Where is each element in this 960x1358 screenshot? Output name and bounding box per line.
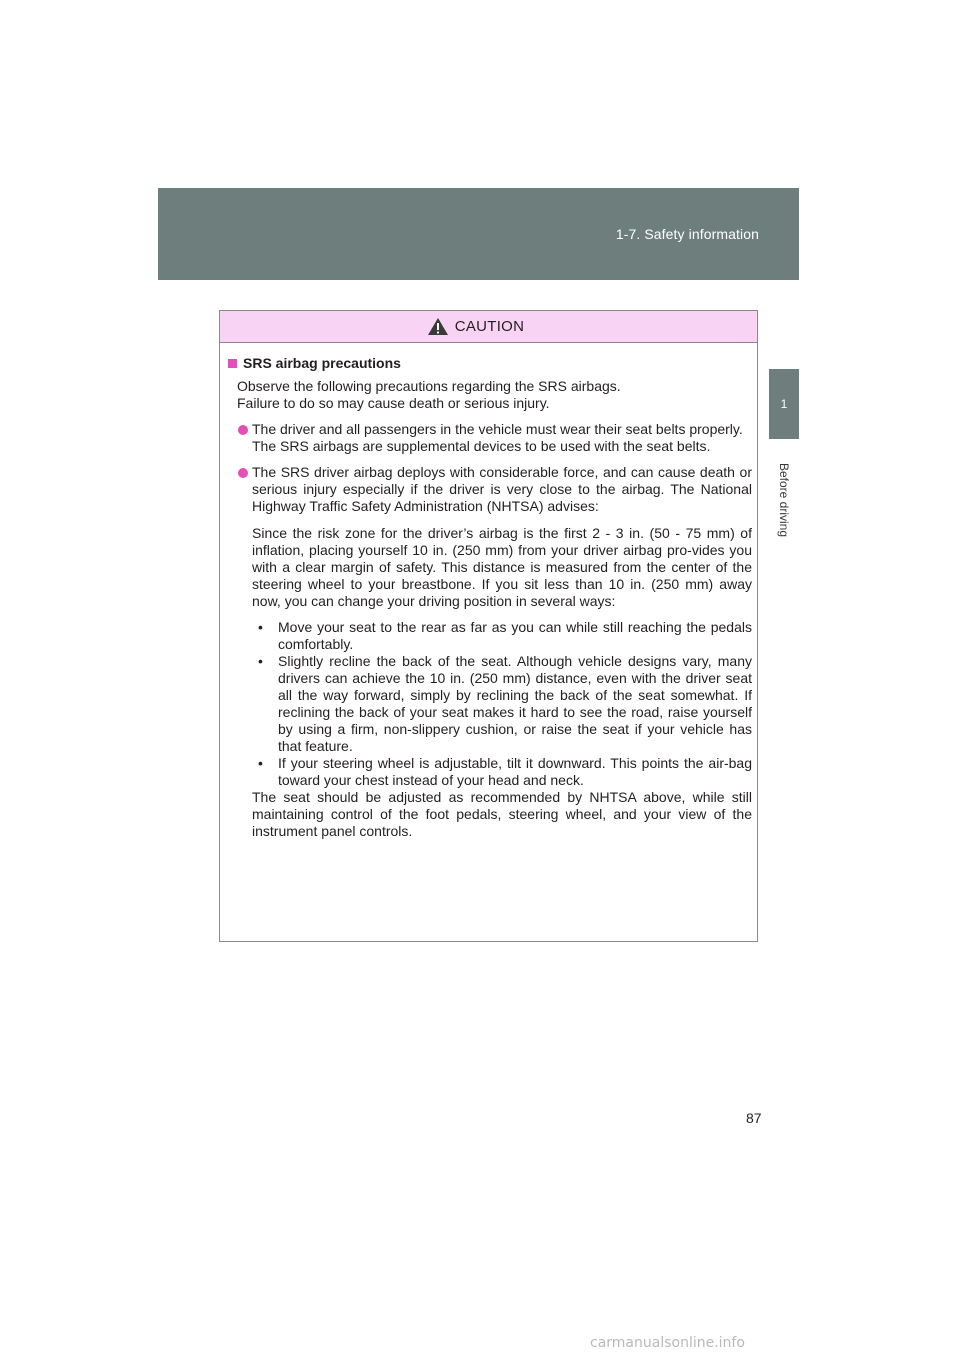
closing-paragraph: The seat should be adjusted as recommended by NHTSA above, while still maintaining control of the foot pedals, steering wheel, and your view of the instrument panel controls. — [252, 789, 752, 839]
page-number: 87 — [746, 1110, 762, 1126]
list-item — [252, 653, 752, 755]
list-item — [252, 619, 752, 653]
caution-intro — [237, 378, 752, 412]
list-item — [252, 755, 752, 789]
chapter-number: 1 — [780, 397, 788, 411]
risk-zone-paragraph: Since the risk zone for the driver’s airbag is the first 2 - 3 in. (50 - 75 mm) of inflation, placing yourself 10 in. (250 mm) from your driver airbag pro-vides you with a clear margin of safety. This distance is measured from the center of the steering wheel to your breastbone. If you sit less than 10 in. (250 mm) away now, you can change your driving position in several ways: — [252, 525, 752, 609]
list-item-text: Slightly recline the back of the seat. Although vehicle designs vary, many drivers can achieve the 10 in. (250 mm) distance, even with the driver seat all the way forward, simply by reclining the back of the seat somewhat. If reclining the back of your seat makes it hard to see the road, raise yourself by using a firm, non-slippery cushion, or raise the seat if your vehicle has that feature. — [278, 653, 752, 754]
header-band — [158, 188, 799, 280]
caution-box — [219, 310, 758, 942]
caution-body — [220, 343, 757, 840]
adjustment-list — [252, 619, 752, 789]
watermark[interactable]: carmanualsonline.info — [590, 1335, 745, 1351]
point-2-text: The SRS driver airbag deploys with considerable force, and can cause death or serious injury especially if the driver is very close to the airbag. The National Highway Traffic Safety Administration (NHTSA) advises: — [252, 464, 752, 514]
intro-line-1: Observe the following precautions regarding the SRS airbags. — [237, 378, 621, 394]
caution-heading-text: SRS airbag precautions — [243, 355, 401, 371]
caution-heading — [225, 355, 752, 372]
round-bullet-icon — [238, 425, 248, 435]
bullet-dot: • — [258, 653, 263, 669]
chapter-tab[interactable] — [769, 369, 799, 439]
list-item-text: If your steering wheel is adjustable, tilt it downward. This points the air-bag toward your chest instead of your head and neck. — [278, 755, 752, 788]
intro-line-2: Failure to do so may cause death or serious injury. — [237, 395, 550, 411]
precaution-point-2 — [252, 464, 752, 515]
warning-triangle-icon — [427, 317, 449, 336]
bullet-dot: • — [258, 755, 263, 771]
section-title: 1-7. Safety information — [615, 226, 759, 242]
list-item-text: Move your seat to the rear as far as you can while still reaching the pedals comfortably. — [278, 619, 752, 652]
point-1-text-a: The driver and all passengers in the vehicle must wear their seat belts properly. — [252, 421, 743, 437]
caution-label: CAUTION — [454, 318, 525, 335]
bullet-dot: • — [258, 619, 263, 635]
caution-header — [220, 311, 757, 343]
square-bullet-icon — [228, 359, 237, 368]
round-bullet-icon — [238, 468, 248, 478]
point-1-text-b: The SRS airbags are supplemental devices to be used with the seat belts. — [252, 438, 711, 454]
chapter-label: Before driving — [777, 462, 791, 538]
precaution-point-1 — [252, 421, 752, 455]
